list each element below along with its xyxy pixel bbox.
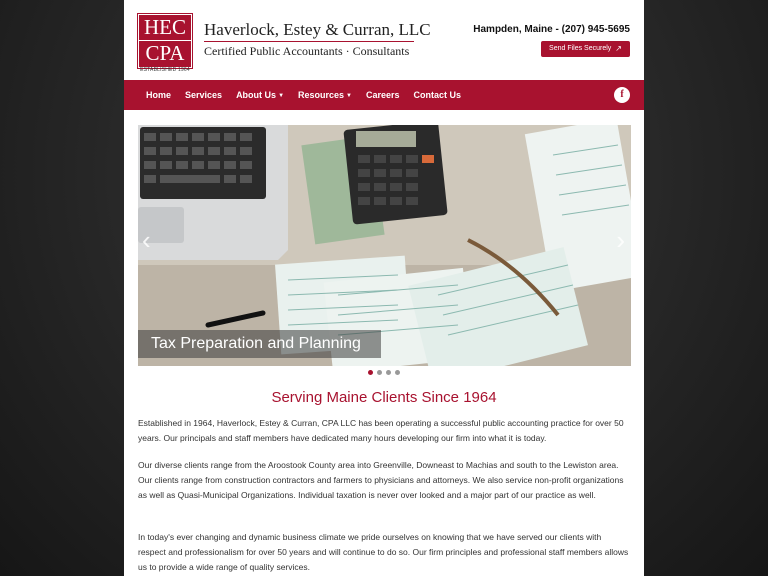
slider-dot-2[interactable] (377, 370, 382, 375)
main-nav (124, 80, 644, 110)
slide-caption: Tax Preparation and Planning (138, 330, 381, 358)
logo-text-top: HEC (139, 15, 191, 41)
slider-dot-3[interactable] (386, 370, 391, 375)
slider-prev-icon[interactable]: ‹ (142, 225, 151, 255)
nav-resources-label: Resources (298, 90, 345, 100)
nav-contact-us[interactable]: Contact Us (413, 90, 462, 100)
nav-about-us[interactable] (236, 90, 284, 100)
send-files-button[interactable] (541, 41, 630, 57)
logo[interactable] (138, 14, 192, 68)
nav-careers[interactable]: Careers (366, 90, 400, 100)
logo-established: ESTABLISHED 1964 (140, 67, 190, 73)
logo-text-bottom: CPA (145, 41, 185, 65)
slider-dot-4[interactable] (395, 370, 400, 375)
nav-services[interactable]: Services (185, 90, 223, 100)
slider-dots (124, 370, 644, 375)
page-title: Serving Maine Clients Since 1964 (271, 389, 497, 406)
firm-tagline: Certified Public Accountants · Consultants (204, 44, 410, 58)
chevron-down-icon: ▼ (346, 92, 352, 99)
nav-about-us-label: About Us (236, 90, 277, 100)
clients-paragraph: Our diverse clients range from the Aroostook County area into Greenville, Downeast to Machias and south to the Lewiston area. Our clients range from construction contractors and farmers to physicians and attorneys. We also service non-profit organizations as well as Quasi-Municipal Organizations. Individual taxation is never over looked and a major part of our practice as well. (138, 460, 624, 500)
chevron-down-icon: ▼ (278, 92, 285, 99)
slider-dot-1[interactable] (368, 370, 373, 375)
firm-divider (204, 41, 414, 42)
slider-next-icon[interactable]: › (616, 225, 625, 255)
send-files-label: Send Files Securely (549, 45, 612, 52)
page (124, 0, 644, 576)
climate-paragraph: In today's ever changing and dynamic business climate we pride ourselves on knowing that we have served our clients with respect and professionalism for over 50 years and will continue to do so. Our firm principles and professional staff members allows us to provide a wide range of quality services. (138, 532, 629, 572)
nav-home[interactable]: Home (146, 90, 172, 100)
hero-slider (138, 125, 631, 366)
nav-resources[interactable] (298, 90, 352, 100)
external-link-icon: ↗ (615, 44, 622, 53)
phone-number[interactable]: Hampden, Maine - (207) 945-5695 (473, 24, 630, 35)
facebook-icon[interactable]: f (614, 87, 630, 103)
firm-name: Haverlock, Estey & Curran, LLC (204, 20, 431, 39)
intro-paragraph: Established in 1964, Haverlock, Estey & Curran, CPA LLC has been operating a successful public accounting practice for over 50 years. Our principals and staff members have dedicated many hours developing our firm into what it is today. (138, 418, 624, 443)
